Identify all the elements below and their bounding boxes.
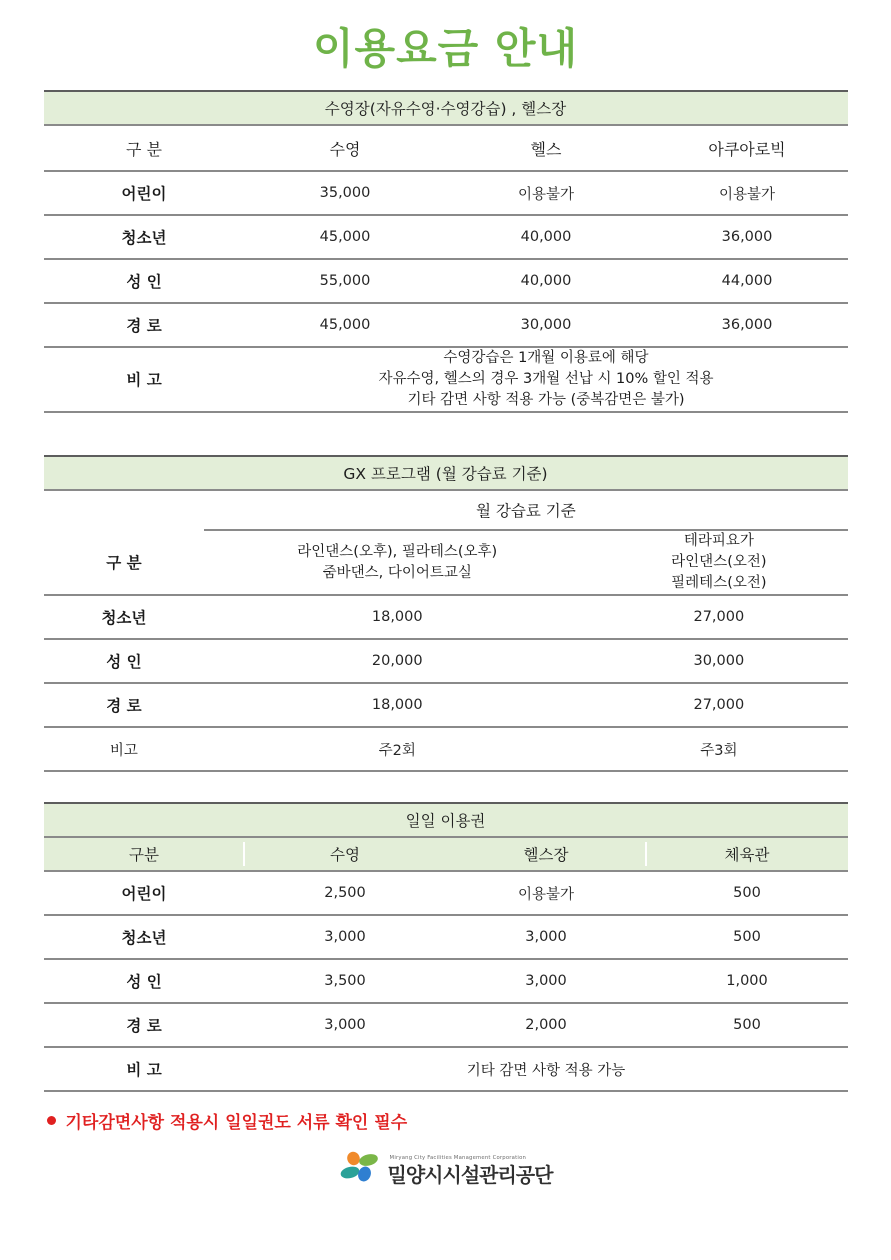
column-header-gym: 헬스장 <box>446 837 647 871</box>
cell-value: 27,000 <box>590 683 847 727</box>
daily-pass-banner: 일일 이용권 <box>44 803 848 837</box>
note-label: 비 고 <box>44 347 245 412</box>
section-spacer <box>0 772 891 802</box>
table-row <box>44 871 848 915</box>
daily-pass-table-block <box>44 802 848 1092</box>
table-row <box>44 915 848 959</box>
logo-korean-name: 밀양시시설관리공단 <box>387 1162 553 1187</box>
row-label: 어린이 <box>44 171 245 215</box>
cell-value: 3,000 <box>446 915 647 959</box>
cell-value: 44,000 <box>647 259 848 303</box>
cell-value: 36,000 <box>647 215 848 259</box>
table-row <box>44 259 848 303</box>
column-header-swimming: 수영 <box>245 837 446 871</box>
table-row <box>44 595 848 639</box>
gx-label-col: 구 분 <box>44 531 205 595</box>
cell-value: 30,000 <box>446 303 647 347</box>
page-title: 이용요금 안내 <box>312 24 579 73</box>
swim-gym-banner: 수영장(자유수영·수영강습) , 헬스장 <box>44 91 848 125</box>
bullet-icon <box>47 1116 56 1125</box>
organization-logo <box>339 1151 553 1189</box>
cell-value: 500 <box>647 915 848 959</box>
logo-text <box>387 1155 553 1187</box>
row-label: 경 로 <box>44 683 205 727</box>
table-row <box>44 683 848 727</box>
column-header-category: 구분 <box>44 837 245 871</box>
note-line: 수영강습은 1개월 이용료에 해당 <box>443 350 649 367</box>
cell-value: 35,000 <box>245 171 446 215</box>
note-line: 기타 감면 사항 적용 가능 (중복감면은 불가) <box>407 392 685 409</box>
cell-value: 18,000 <box>204 595 590 639</box>
cell-value: 40,000 <box>446 215 647 259</box>
note-row <box>44 347 848 412</box>
cell-value: 3,000 <box>245 915 446 959</box>
note-content <box>245 347 848 412</box>
cell-value: 이용불가 <box>446 171 647 215</box>
note-line: 자유수영, 헬스의 경우 3개월 선납 시 10% 할인 적용 <box>378 371 714 388</box>
cell-value: 3,500 <box>245 959 446 1003</box>
swim-gym-table <box>44 90 848 413</box>
row-label: 청소년 <box>44 915 245 959</box>
column-header-aquarobics: 아쿠아로빅 <box>647 125 848 171</box>
row-label: 경 로 <box>44 303 245 347</box>
cell-value: 이용불가 <box>446 871 647 915</box>
gx-table-block <box>44 455 848 772</box>
cell-value: 3,000 <box>245 1003 446 1047</box>
row-label: 성 인 <box>44 639 205 683</box>
row-label: 성 인 <box>44 959 245 1003</box>
logo-mark-icon <box>339 1151 381 1189</box>
note-row <box>44 1047 848 1091</box>
row-label: 청소년 <box>44 215 245 259</box>
gx-category-line: 라인댄스(오후), 필라테스(오후) <box>297 543 498 560</box>
column-header-fitness: 헬스 <box>446 125 647 171</box>
cell-value: 18,000 <box>204 683 590 727</box>
cell-value: 30,000 <box>590 639 847 683</box>
cell-value: 27,000 <box>590 595 847 639</box>
gx-category-line: 필레테스(오전) <box>671 575 767 592</box>
table-banner-row <box>44 91 848 125</box>
gx-banner: GX 프로그램 (월 강습료 기준) <box>44 456 848 490</box>
row-label: 경 로 <box>44 1003 245 1047</box>
cell-value: 2,500 <box>245 871 446 915</box>
cell-value: 3,000 <box>446 959 647 1003</box>
column-header-sports-hall: 체육관 <box>647 837 848 871</box>
table-banner-row <box>44 456 848 490</box>
cell-value: 45,000 <box>245 303 446 347</box>
cell-value: 주2회 <box>204 727 590 771</box>
table-row <box>44 303 848 347</box>
footer-logo-area <box>0 1151 891 1189</box>
table-row <box>44 727 848 771</box>
table-header-row <box>44 125 848 171</box>
gx-table <box>44 455 848 772</box>
cell-value: 1,000 <box>647 959 848 1003</box>
footer-note-text: 기타감면사항 적용시 일일권도 서류 확인 필수 <box>65 1113 408 1134</box>
column-header-category: 구 분 <box>44 125 245 171</box>
gx-subtitle: 월 강습료 기준 <box>476 502 576 521</box>
gx-category-b <box>590 531 847 595</box>
gx-category-a <box>204 531 590 595</box>
table-row <box>44 639 848 683</box>
gx-category-line: 줌바댄스, 다이어트교실 <box>322 564 472 581</box>
cell-value: 20,000 <box>204 639 590 683</box>
column-header-swimming: 수영 <box>245 125 446 171</box>
row-label: 청소년 <box>44 595 205 639</box>
row-label: 비고 <box>44 727 205 771</box>
table-row <box>44 171 848 215</box>
gx-subtitle-row <box>44 490 848 530</box>
cell-value: 2,000 <box>446 1003 647 1047</box>
daily-pass-table <box>44 802 848 1092</box>
cell-value: 주3회 <box>590 727 847 771</box>
gx-subtitle-spacer <box>44 490 205 530</box>
cell-value: 이용불가 <box>647 171 848 215</box>
table-row <box>44 959 848 1003</box>
table-row <box>44 1003 848 1047</box>
cell-value: 40,000 <box>446 259 647 303</box>
note-label: 비 고 <box>44 1047 245 1091</box>
logo-english-name: Miryang City Facilities Management Corporation <box>389 1155 527 1162</box>
cell-value: 55,000 <box>245 259 446 303</box>
gx-category-line: 라인댄스(오전) <box>671 554 767 571</box>
cell-value: 500 <box>647 871 848 915</box>
cell-value: 500 <box>647 1003 848 1047</box>
table-header-row <box>44 837 848 871</box>
gx-category-row <box>44 531 848 595</box>
row-label: 성 인 <box>44 259 245 303</box>
table-banner-row <box>44 803 848 837</box>
footer-note <box>41 1108 851 1133</box>
cell-value: 45,000 <box>245 215 446 259</box>
cell-value: 36,000 <box>647 303 848 347</box>
gx-category-line: 테라피요가 <box>683 533 754 550</box>
row-label: 어린이 <box>44 871 245 915</box>
section-spacer <box>0 413 891 455</box>
table-row <box>44 215 848 259</box>
note-content: 기타 감면 사항 적용 가능 <box>245 1047 848 1091</box>
swim-gym-table-block <box>44 90 848 413</box>
